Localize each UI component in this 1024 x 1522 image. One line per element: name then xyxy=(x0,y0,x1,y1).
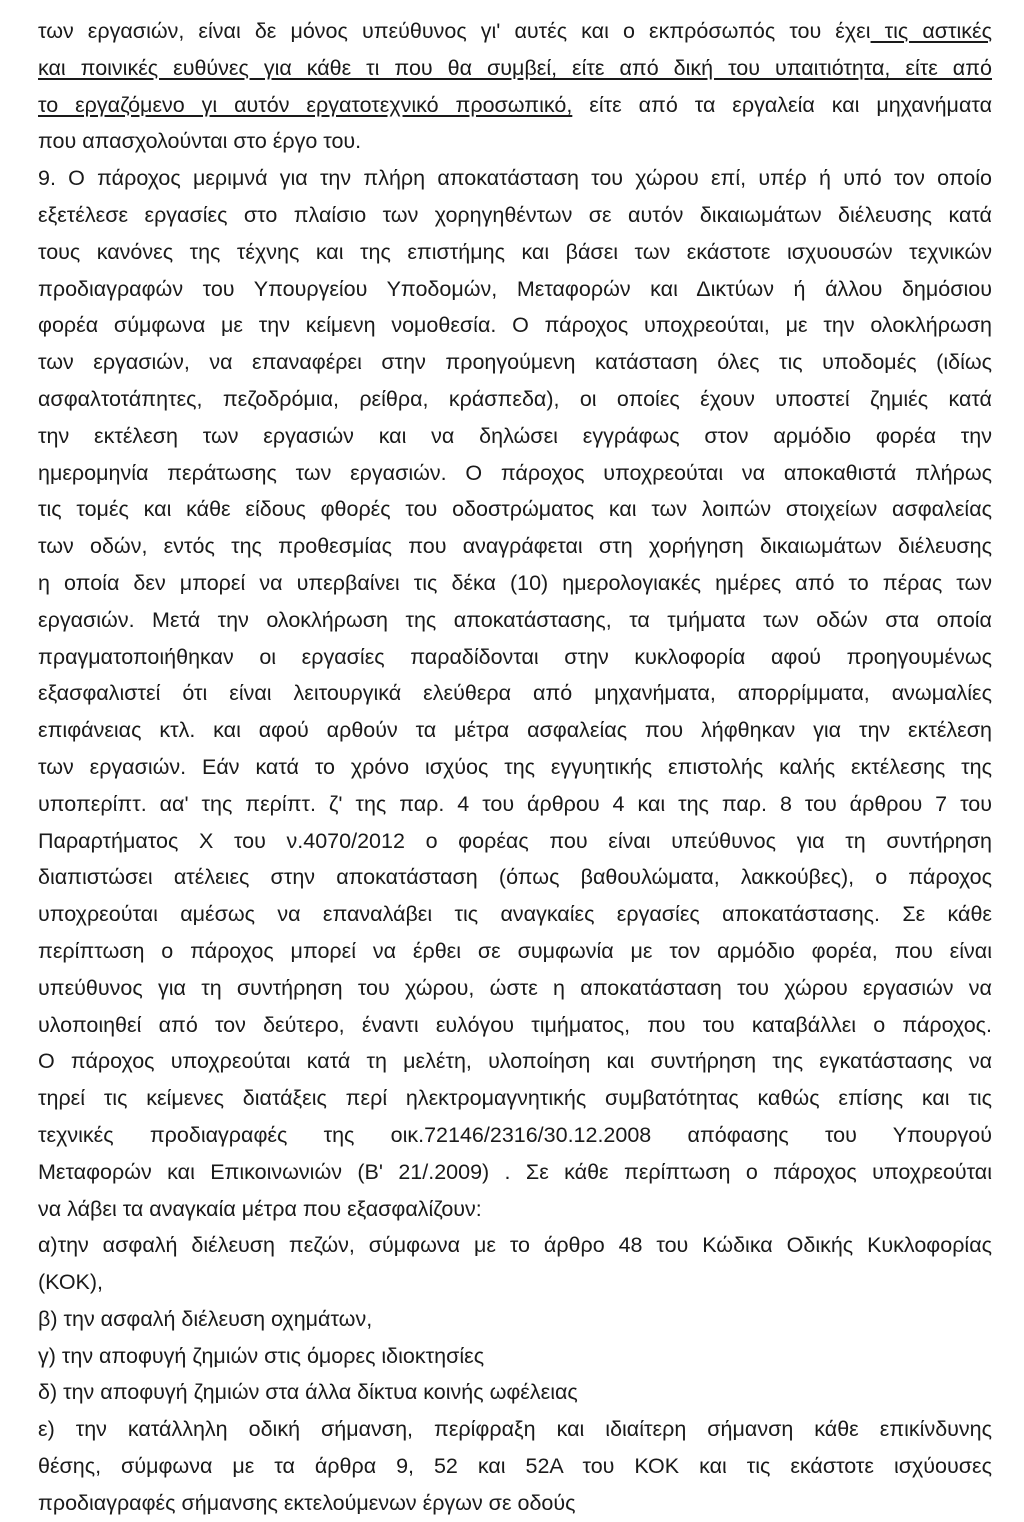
list-item: β) την ασφαλή διέλευση οχημάτων, xyxy=(38,1306,373,1331)
section-9-line: υποχρεούται αμέσως να επαναλάβει τις αναγκαίες εργασίες αποκατάστασης. Σε κάθε xyxy=(38,902,992,927)
section-9-line: τηρεί τις κείμενες διατάξεις περί ηλεκτρομαγνητικής συμβατότητας καθώς επίσης και τις xyxy=(38,1086,992,1111)
section-9-line: περίπτωση ο πάροχος μπορεί να έρθει σε συμφωνία με τον αρμόδιο φορέα, που είναι xyxy=(38,938,992,963)
list-item: α)την ασφαλή διέλευση πεζών, σύμφωνα με το άρθρο 48 του Κώδικα Οδικής Κυκλοφορίας xyxy=(38,1233,992,1258)
section-9-line: εξασφαλιστεί ότι είναι λειτουργικά ελεύθερα από μηχανήματα, απορρίμματα, ανωμαλίες xyxy=(38,681,992,706)
list-item: γ) την αποφυγή ζημιών στις όμορες ιδιοκτησίες xyxy=(38,1343,485,1368)
intro-line-4: που απασχολούνται στο έργο του. xyxy=(38,129,362,154)
section-9-line: ημερομηνία περάτωσης των εργασιών. Ο πάροχος υποχρεούται να αποκαθιστά πλήρως xyxy=(38,460,992,485)
section-9-line: των εργασιών. Εάν κατά το χρόνο ισχύος της εγγυητικής επιστολής καλής εκτέλεσης της xyxy=(38,754,992,779)
section-9-line: διαπιστώσει ατέλειες στην αποκατάσταση (όπως βαθουλώματα, λακκούβες), ο πάροχος xyxy=(38,865,992,890)
section-9-line: Παραρτήματος Χ του ν.4070/2012 ο φορέας που είναι υπεύθυνος για τη συντήρηση xyxy=(38,828,992,853)
section-9-line: πραγματοποιήθηκαν οι εργασίες παραδίδονται στην κυκλοφορία αφού προηγουμένως xyxy=(38,644,992,669)
section-9-line: υπεύθυνος για τη συντήρηση του χώρου, ώστε η αποκατάσταση του χώρου εργασιών να xyxy=(38,975,992,1000)
section-9-line: 9. Ο πάροχος μεριμνά για την πλήρη αποκατάσταση του χώρου επί, υπέρ ή υπό τον οποίο xyxy=(38,166,992,191)
section-9-line: των εργασιών, να επαναφέρει στην προηγούμενη κατάσταση όλες τις υποδομές (ιδίως xyxy=(38,350,992,375)
section-9-line: επιφάνειας κτλ. και αφού αρθούν τα μέτρα ασφαλείας που λήφθηκαν για την εκτέλεση xyxy=(38,718,992,743)
section-9-line: υλοποιηθεί από τον δεύτερο, έναντι ευλόγου τιμήματος, που του καταβάλλει ο πάροχος. xyxy=(38,1012,992,1037)
section-9-paragraph xyxy=(38,160,992,1227)
section-9-line: φορέα σύμφωνα με την κείμενη νομοθεσία. Ο πάροχος υποχρεούται, με την ολοκλήρωση xyxy=(38,313,992,338)
intro-line-3-text: είτε από τα εργαλεία και μηχανήματα xyxy=(572,92,992,117)
section-9-line: τους κανόνες της τέχνης και της επιστήμης και βάσει των εκάστοτε ισχυουσών τεχνικών xyxy=(38,239,992,264)
intro-line-2-underlined: και ποινικές ευθύνες για κάθε τι που θα συμβεί, είτε από δική του υπαιτιότητα, είτε από xyxy=(38,55,992,80)
section-9-line: υποπερίπτ. αα' της περίπτ. ζ' της παρ. 4 του άρθρου 4 και της παρ. 8 του άρθρου 7 του xyxy=(38,791,992,816)
list-item: θέσης, σύμφωνα με τα άρθρα 9, 52 και 52Α του ΚΟΚ και τις εκάστοτε ισχύουσες xyxy=(38,1454,992,1479)
intro-line-3 xyxy=(38,87,992,124)
intro-line-1 xyxy=(38,13,992,50)
section-9-line: των οδών, εντός της προθεσμίας που αναγράφεται στη χορήγηση δικαιωμάτων διέλευσης xyxy=(38,534,992,559)
list-item: ε) την κατάλληλη οδική σήμανση, περίφραξη και ιδιαίτερη σήμανση κάθε επικίνδυνης xyxy=(38,1417,992,1442)
list-item: προδιαγραφές σήμανσης εκτελούμενων έργων σε οδούς xyxy=(38,1490,576,1515)
list-item: δ) την αποφυγή ζημιών στα άλλα δίκτυα κοινής ωφέλειας xyxy=(38,1380,578,1405)
section-9-line: εργασιών. Μετά την ολοκλήρωση της αποκατάστασης, τα τμήματα των οδών στα οποία xyxy=(38,607,992,632)
section-9-line: εξετέλεσε εργασίες στο πλαίσιο των χορηγηθέντων σε αυτόν δικαιωμάτων διέλευσης κατά xyxy=(38,202,992,227)
intro-line-1-underlined: τις αστικές xyxy=(870,19,993,43)
intro-line-3-underlined: το εργαζόμενο γι αυτόν εργατοτεχνικό προσωπικό, xyxy=(38,92,573,117)
section-9-line: προδιαγραφών του Υπουργείου Υποδομών, Μεταφορών και Δικτύων ή άλλου δημόσιου xyxy=(38,276,992,301)
list-item: (ΚΟΚ), xyxy=(38,1270,104,1295)
section-9-line: η οποία δεν μπορεί να υπερβαίνει τις δέκα (10) ημερολογιακές ημέρες από το πέρας των xyxy=(38,570,992,595)
document-body xyxy=(38,13,992,1522)
section-9-line: τις τομές και κάθε είδους φθορές του οδοστρώματος και των λοιπών στοιχείων ασφαλείας xyxy=(38,497,992,522)
section-9-line: τεχνικές προδιαγραφές της οικ.72146/2316/30.12.2008 απόφασης του Υπουργού xyxy=(38,1122,992,1147)
section-9-line: την εκτέλεση των εργασιών και να δηλώσει εγγράφως στον αρμόδιο φορέα την xyxy=(38,423,992,448)
section-9-line: Μεταφορών και Επικοινωνιών (Β' 21/.2009) . Σε κάθε περίπτωση ο πάροχος υποχρεούται xyxy=(38,1159,992,1184)
intro-line-1-text: των εργασιών, είναι δε μόνος υπεύθυνος γι' αυτές και ο εκπρόσωπός του έχει xyxy=(38,19,871,43)
measures-list xyxy=(38,1227,992,1521)
section-9-line: Ο πάροχος υποχρεούται κατά τη μελέτη, υλοποίηση και συντήρηση της εγκατάστασης να xyxy=(38,1049,992,1074)
section-9-line: να λάβει τα αναγκαία μέτρα που εξασφαλίζουν: xyxy=(38,1196,482,1221)
section-9-line: ασφαλτοτάπητες, πεζοδρόμια, ρείθρα, κράσπεδα), οι οποίες έχουν υποστεί ζημιές κατά xyxy=(38,386,992,411)
